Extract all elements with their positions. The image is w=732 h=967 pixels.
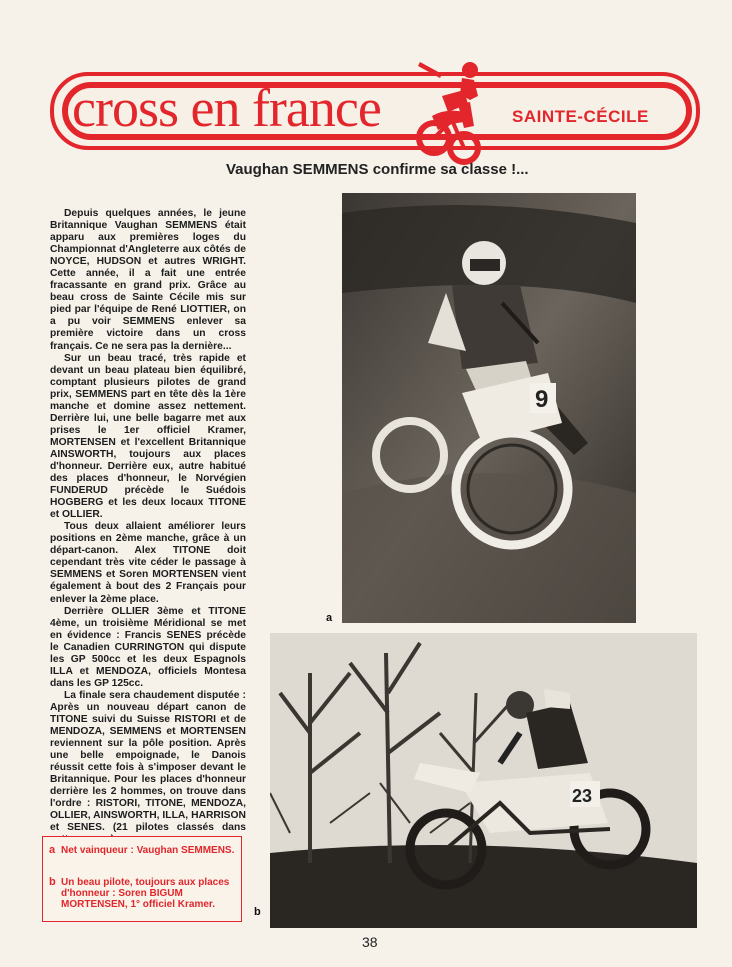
caption-text: Net vainqueur : Vaughan SEMMENS. [61, 845, 235, 856]
article-paragraph: Sur un beau tracé, très rapide et devant un beau plateau bien équilibré, comptant plusieurs pilotes de grand prix, SEMMENS part en tête dès la 1ère manche et domine assez nettement. Derrière lui, une belle bagarre met aux prises le 1er officiel Kramer, MORTENSEN et l'excellent Britannique AINSWORTH, toujours aux places d'honneur. Derrière eux, autre habitué des places d'honneur, le Norvégien FUNDERUD précède le Suédois HOGBERG et les deux locaux TITONE et OLLIER. [50, 352, 246, 521]
headline: Vaughan SEMMENS confirme sa classe !... [226, 161, 529, 178]
caption-b [49, 877, 236, 910]
page-number: 38 [362, 934, 378, 950]
article-body [50, 208, 246, 846]
caption-letter: a [49, 844, 56, 856]
photo-captions [42, 836, 242, 922]
photo-rider-semmens [342, 193, 636, 623]
caption-a [49, 845, 236, 856]
article-paragraph: La finale sera chaudement disputée : Après un nouveau départ canon de TITONE suivi du Suisse RISTORI et de MENDOZA, SEMMENS et MORTENSEN reviennent sur la pôle position. Après une belle empoignade, le Danois réussit cette fois à s'imposer devant le Britannique. Pour les places d'honneur derrière les 2 hommes, on trouve dans l'ordre : RISTORI, TITONE, MENDOZA, OLLIER, AINSWORTH, ILLA, HARRISON et SENES. (21 pilotes classés dans [50, 689, 246, 834]
section-title: cross en france [72, 78, 381, 138]
photo-letter-a: a [326, 612, 333, 624]
bike-number-a: 9 [535, 386, 549, 413]
photo-letter-b: b [254, 906, 261, 918]
article-paragraph: Derrière OLLIER 3ème et TITONE 4ème, un troisième Méridional se met en évidence : Francis SENES précède le Canadien CURRINGTON qui dispute les GP 500cc et les deux Espagnols ILLA et MENDOZA, officiels Montesa dans les GP 125cc. [50, 605, 246, 689]
article-paragraph: Depuis quelques années, le jeune Britannique Vaughan SEMMENS était apparu aux premières loges du Championnat d'Angleterre aux côtés de NOYCE, HUDSON et autres WRIGHT. Cette année, il a fait une entrée fracassante en grand prix. Grâce au beau cross de Sainte Cécile mis sur pied par l'équipe de René LIOTTIER, on a pu voir SEMMENS enlever sa première victoire dans un cross français. Ce ne sera pas la dernière... [50, 208, 246, 352]
motocross-rider-logo-icon [412, 56, 490, 166]
caption-letter: b [49, 876, 56, 888]
article-paragraph: Tous deux allaient améliorer leurs positions en 2ème manche, grâce à un départ-canon. Alex TITONE doit cependant très vite céder le passage à SEMMENS et Soren MORTENSEN vient également à bout des 2 Français pour enlever la 2ème place. [50, 521, 246, 605]
caption-text: Un beau pilote, toujours aux places d'honneur : Soren BIGUM MORTENSEN, 1° officiel Kramer. [61, 877, 230, 910]
location-label: SAINTE-CÉCILE [512, 107, 649, 126]
photo-rider-mortensen [270, 633, 697, 928]
bike-number-b: 23 [572, 786, 593, 806]
